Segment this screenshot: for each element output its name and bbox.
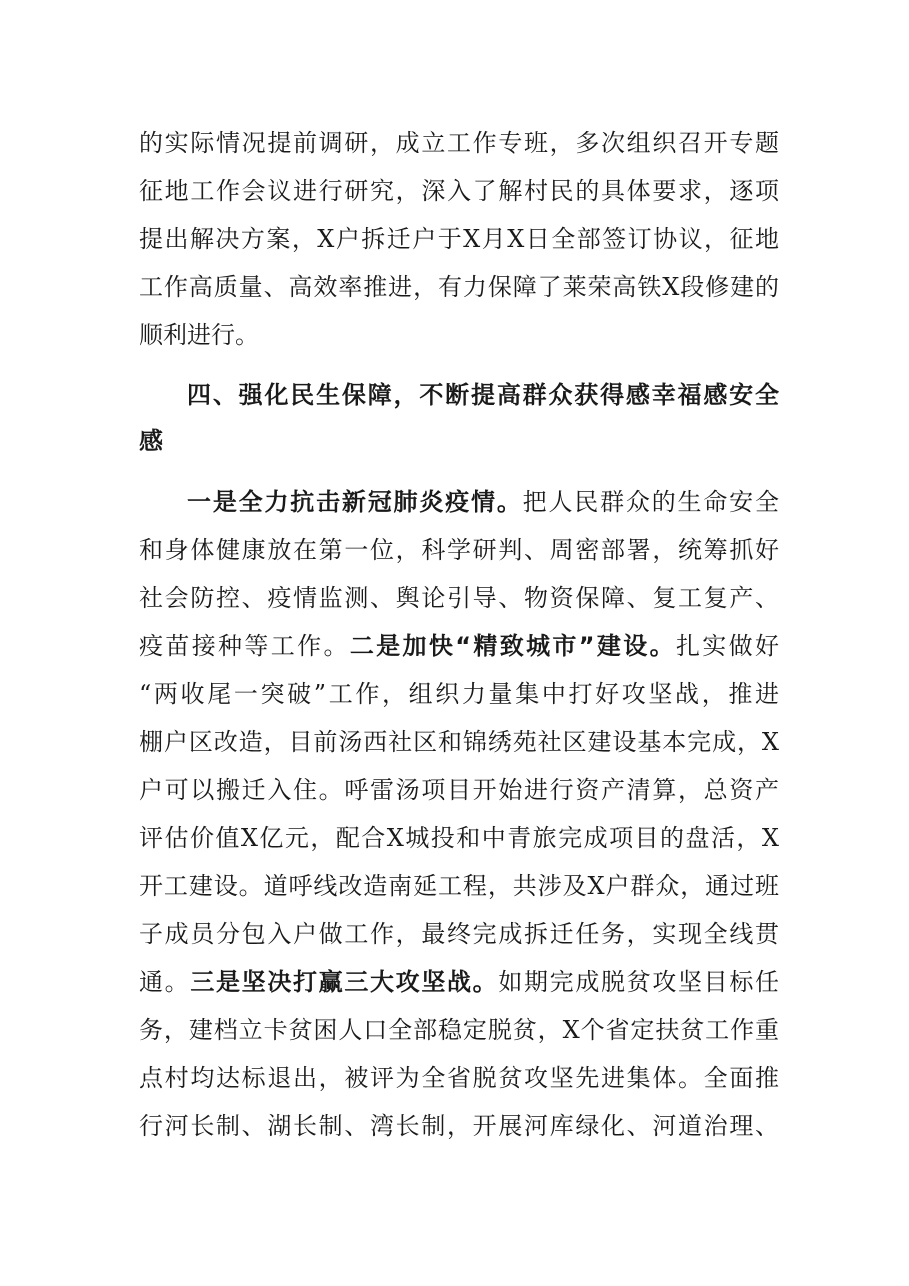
body-text-line: 工作高质量、高效率推进，有力保障了莱荣高铁X段修建的 bbox=[139, 273, 779, 301]
bold-lead-3: 三是坚决打赢三大攻坚战。 bbox=[190, 968, 499, 996]
bold-lead-2: 二是加快“精致城市”建设。 bbox=[349, 632, 676, 660]
body-text-line: 户可以搬迁入住。呼雷汤项目开始进行资产清算，总资产 bbox=[139, 776, 779, 804]
body-text-line: “两收尾一突破”工作，组织力量集中打好攻坚战，推进 bbox=[139, 680, 779, 708]
body-text-line: 顺利进行。 bbox=[139, 321, 259, 349]
body-text: 扎实做好 bbox=[675, 632, 779, 660]
body-text-line: 社会防控、疫情监测、舆论引导、物资保障、复工复产、 bbox=[139, 584, 779, 612]
body-text-line: 子成员分包入户做工作，最终完成拆迁任务，实现全线贯 bbox=[139, 920, 779, 948]
body-text-line: 征地工作会议进行研究，深入了解村民的具体要求，逐项 bbox=[139, 177, 779, 205]
bold-lead-1: 一是全力抗击新冠肺炎疫情。 bbox=[187, 488, 523, 516]
body-text-line bbox=[139, 962, 779, 1002]
body-text-line: 棚户区改造，目前汤西社区和锦绣苑社区建设基本完成，X bbox=[139, 728, 779, 756]
body-text-line: 和身体健康放在第一位，科学研判、周密部署，统筹抓好 bbox=[139, 536, 779, 564]
body-text-line: 行河长制、湖长制、湾长制，开展河库绿化、河道治理、 bbox=[139, 1112, 779, 1140]
body-text-line: 点村均达标退出，被评为全省脱贫攻坚先进集体。全面推 bbox=[139, 1064, 779, 1092]
body-text: 通。 bbox=[139, 968, 191, 996]
section-heading: 四、强化民生保障，不断提高群众获得感幸福感安全 bbox=[187, 381, 779, 409]
body-text-line bbox=[187, 482, 779, 522]
body-text-line: 提出解决方案，X户拆迁户于X月X日全部签订协议，征地 bbox=[139, 225, 779, 253]
body-text: 把人民群众的生命安全 bbox=[522, 488, 779, 516]
body-text: 疫苗接种等工作。 bbox=[139, 632, 350, 660]
body-text: 如期完成脱贫攻坚目标任 bbox=[498, 968, 779, 996]
body-text-line: 的实际情况提前调研，成立工作专班，多次组织召开专题 bbox=[139, 129, 779, 157]
body-text-line: 务，建档立卡贫困人口全部稳定脱贫，X个省定扶贫工作重 bbox=[139, 1016, 779, 1044]
body-text-line bbox=[139, 626, 779, 666]
body-text-line: 开工建设。道呼线改造南延工程，共涉及X户群众，通过班 bbox=[139, 872, 779, 900]
body-text-line: 评估价值X亿元，配合X城投和中青旅完成项目的盘活，X bbox=[139, 824, 779, 852]
section-heading-continued: 感 bbox=[139, 427, 163, 455]
